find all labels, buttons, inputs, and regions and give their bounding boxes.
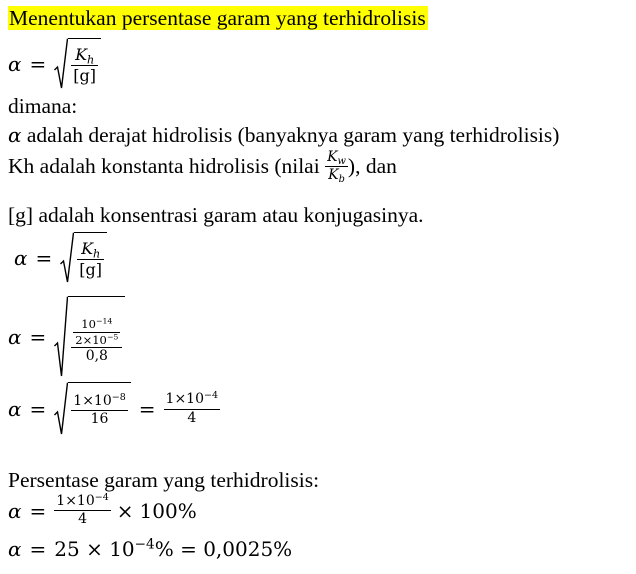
heading bbox=[8, 6, 428, 31]
kw-sub: w bbox=[337, 155, 346, 167]
formula-alpha-step1 bbox=[14, 232, 107, 284]
radical-sign-icon bbox=[60, 232, 74, 284]
formula-alpha-step2 bbox=[8, 296, 125, 378]
equals-sign: = bbox=[29, 325, 47, 349]
fraction-inner bbox=[73, 318, 120, 346]
result-numerator-base: 1×10 bbox=[165, 391, 204, 408]
formula-percent-step1 bbox=[8, 491, 197, 528]
square-root bbox=[54, 38, 101, 90]
kb-base: K bbox=[328, 167, 339, 184]
kh-definition bbox=[8, 150, 397, 184]
denominator-g: [g] bbox=[73, 66, 97, 85]
square-root bbox=[60, 232, 107, 284]
denominator-g: [g] bbox=[79, 260, 103, 279]
kh-definition-end: ), dan bbox=[347, 154, 397, 179]
sqrt-denominator: 16 bbox=[90, 411, 109, 427]
alpha-symbol: α bbox=[8, 498, 22, 523]
fraction-percent bbox=[54, 491, 110, 528]
kb-sub: b bbox=[338, 174, 345, 186]
percent-left: 25 × 10 bbox=[54, 537, 135, 561]
inner-denominator-base: 2×10 bbox=[75, 332, 107, 347]
percent-numerator-exponent: −4 bbox=[94, 491, 109, 503]
formula-percent-step2 bbox=[8, 537, 292, 561]
fraction-kw-over-kb bbox=[325, 150, 348, 184]
alpha-symbol: α bbox=[8, 52, 22, 76]
dimana-label: dimana: bbox=[8, 94, 78, 118]
outer-denominator: 0,8 bbox=[85, 348, 108, 365]
equals-sign: = bbox=[29, 397, 47, 421]
fraction-kh-over-g bbox=[71, 46, 98, 84]
alpha-symbol: α bbox=[8, 397, 22, 421]
percent-expression bbox=[54, 537, 292, 561]
equals-sign: = bbox=[29, 498, 47, 523]
radical-sign-icon bbox=[54, 296, 68, 378]
fraction-outer bbox=[71, 318, 122, 365]
alpha-symbol: α bbox=[8, 537, 22, 561]
equals-sign: = bbox=[35, 246, 53, 270]
sqrt-numerator-exponent: −8 bbox=[111, 391, 126, 403]
percent-exponent: −4 bbox=[134, 536, 155, 553]
times-sign: × bbox=[116, 498, 134, 523]
fraction-kh-over-g bbox=[77, 240, 104, 278]
square-root bbox=[54, 296, 125, 378]
percent-denominator: 4 bbox=[78, 511, 87, 528]
equals-sign: = bbox=[180, 537, 197, 561]
square-root bbox=[54, 382, 130, 436]
radical-sign-icon bbox=[54, 382, 68, 436]
fraction-sqrt bbox=[71, 391, 127, 428]
percent-mid: % bbox=[154, 537, 181, 561]
result-denominator: 4 bbox=[187, 409, 197, 426]
g-definition: [g] adalah konsentrasi garam atau konjugasinya. bbox=[8, 203, 424, 227]
inner-numerator-exponent: −14 bbox=[95, 316, 113, 326]
numerator-sub-h: h bbox=[87, 53, 95, 67]
alpha-definition-text: adalah derajat hidrolisis (banyaknya garam yang terhidrolisis) bbox=[21, 123, 560, 147]
numerator-sub-h: h bbox=[93, 247, 101, 261]
alpha-symbol: α bbox=[14, 246, 28, 270]
kh-definition-text: Kh adalah konstanta hidrolisis (nilai bbox=[8, 154, 326, 179]
percent-value: 100% bbox=[139, 498, 197, 523]
equals-sign: = bbox=[138, 397, 156, 421]
heading-highlight: Menentukan persentase garam yang terhidrolisis bbox=[9, 6, 426, 30]
alpha-symbol: α bbox=[8, 123, 22, 147]
fraction-result bbox=[164, 389, 220, 426]
percent-result: 0,0025% bbox=[196, 537, 293, 561]
sqrt-numerator-base: 1×10 bbox=[73, 392, 112, 409]
inner-numerator-base: 10 bbox=[81, 317, 96, 332]
formula-alpha-step3 bbox=[8, 382, 220, 436]
numerator-k: K bbox=[81, 239, 94, 259]
alpha-symbol: α bbox=[8, 325, 22, 349]
equals-sign: = bbox=[29, 537, 47, 561]
numerator-k: K bbox=[75, 45, 88, 65]
result-numerator-exponent: −4 bbox=[203, 389, 219, 401]
equals-sign: = bbox=[29, 52, 47, 76]
alpha-definition bbox=[8, 123, 559, 148]
formula-alpha-definition bbox=[8, 38, 101, 90]
percent-numerator-base: 1×10 bbox=[56, 493, 95, 509]
kw-base: K bbox=[327, 149, 338, 165]
inner-denominator-exponent: −5 bbox=[106, 332, 119, 342]
radical-sign-icon bbox=[54, 38, 68, 90]
percent-title: Persentase garam yang terhidrolisis: bbox=[8, 468, 320, 492]
